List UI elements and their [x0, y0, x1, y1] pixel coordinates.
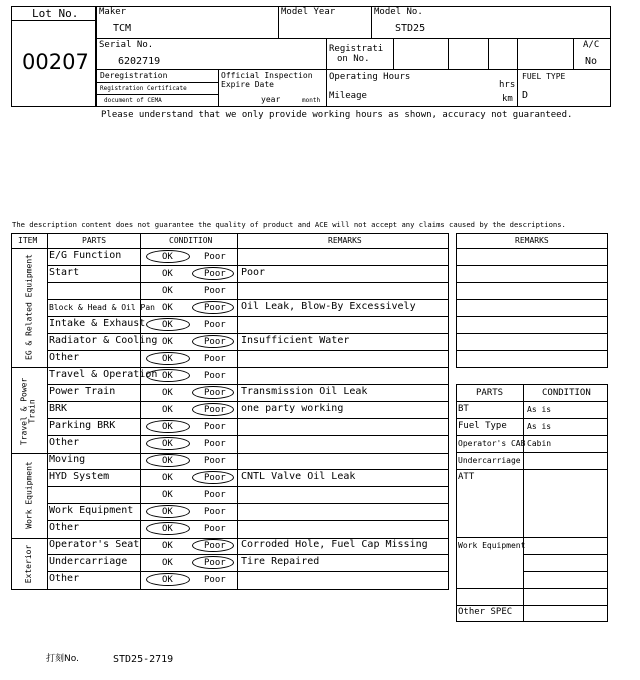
row-part: Block & Head & Oil Pan	[49, 303, 155, 312]
right-condition-label: CONDITION	[542, 388, 591, 398]
row-poor: Poor	[204, 337, 226, 347]
right-remarks-label: REMARKS	[515, 236, 549, 245]
right-row-condition: As is	[527, 405, 552, 414]
poor-circle-mark	[192, 556, 234, 569]
fuel-type-label: FUEL TYPE	[522, 72, 566, 81]
row-remark: Transmission Oil Leak	[241, 386, 368, 397]
mileage-label: Mileage	[329, 91, 367, 101]
row-part: Other	[49, 437, 80, 448]
col-remarks: REMARKS	[328, 236, 362, 245]
right-work-equipment-label: Work Equipment	[458, 541, 526, 550]
right-parts-label: PARTS	[476, 388, 504, 398]
serial-label: Serial No.	[99, 40, 154, 50]
row-ok: OK	[162, 575, 173, 585]
month-label: month	[302, 97, 321, 104]
row-part: Moving	[49, 454, 86, 465]
ok-circle-mark	[146, 437, 190, 450]
row-remark: Poor	[241, 267, 266, 278]
serial-value: 6202719	[118, 56, 161, 67]
row-ok: OK	[162, 558, 173, 568]
group-work-label: Work Equipment	[24, 461, 34, 529]
row-poor: Poor	[204, 388, 226, 398]
row-remark: Tire Repaired	[241, 556, 320, 567]
row-part: BRK	[49, 403, 68, 414]
row-ok: OK	[162, 303, 173, 313]
maker-label: Maker	[99, 7, 127, 17]
row-ok: OK	[162, 473, 173, 483]
row-poor: Poor	[204, 405, 226, 415]
group-work	[15, 453, 43, 538]
lot-no-value: 00207	[22, 50, 89, 74]
row-remark: one party working	[241, 403, 344, 414]
row-poor: Poor	[204, 507, 226, 517]
km-label: km	[502, 94, 513, 104]
row-part: Other	[49, 352, 80, 363]
op-hours-label: Operating Hours	[329, 72, 411, 82]
ok-circle-mark	[146, 352, 190, 365]
poor-circle-mark	[192, 539, 234, 552]
row-part: Other	[49, 522, 80, 533]
poor-circle-mark	[192, 301, 234, 314]
right-row-condition: As is	[527, 422, 552, 431]
row-part: Radiator & Cooling	[49, 335, 158, 346]
row-part: Intake & Exhaust	[49, 318, 146, 329]
row-ok: OK	[162, 422, 173, 432]
disclaimer: The description content does not guarantee the quality of product and ACE will not accept any claims caused by the descriptions.	[12, 220, 566, 229]
inspection-label-2: Expire Date	[221, 80, 274, 89]
row-poor: Poor	[204, 422, 226, 432]
row-part: Work Equipment	[49, 505, 134, 516]
row-poor: Poor	[204, 541, 226, 551]
group-eg	[15, 248, 43, 367]
row-remark: Corroded Hole, Fuel Cap Missing	[241, 539, 428, 550]
row-poor: Poor	[204, 252, 226, 262]
poor-circle-mark	[192, 335, 234, 348]
row-part: Parking BRK	[49, 420, 116, 431]
inspection-label: Official Inspection	[221, 71, 313, 80]
right-row-part: Fuel Type	[458, 421, 507, 431]
right-remarks-box	[456, 233, 608, 368]
right-row-part: ATT	[458, 472, 475, 482]
row-ok: OK	[162, 507, 173, 517]
row-poor: Poor	[204, 354, 226, 364]
row-ok: OK	[162, 388, 173, 398]
stamp-label: 打刻No.	[46, 654, 79, 664]
lot-no-label: Lot No.	[32, 7, 79, 20]
row-part: E/G Function	[49, 250, 122, 261]
ok-circle-mark	[146, 369, 190, 382]
row-part: Start	[49, 267, 80, 278]
row-ok: OK	[162, 439, 173, 449]
hours-notice: Please understand that we only provide working hours as shown, accuracy not guaranteed.	[101, 110, 573, 120]
group-travel	[15, 367, 43, 453]
model-year-label: Model Year	[281, 7, 336, 17]
right-parts-box	[456, 384, 608, 622]
row-poor: Poor	[204, 558, 226, 568]
right-row-part: Operator's CAB	[458, 439, 526, 448]
row-ok: OK	[162, 320, 173, 330]
ok-circle-mark	[146, 454, 190, 467]
row-ok: OK	[162, 354, 173, 364]
col-parts: PARTS	[82, 236, 107, 245]
row-part: Power Train	[49, 386, 116, 397]
fuel-type-value: D	[522, 90, 529, 101]
row-ok: OK	[162, 269, 173, 279]
right-row-part: Undercarriage	[458, 456, 521, 465]
stamp-value: STD25-2719	[113, 654, 174, 665]
maker-value: TCM	[113, 23, 132, 34]
row-poor: Poor	[204, 303, 226, 313]
row-poor: Poor	[204, 473, 226, 483]
model-no-label: Model No.	[374, 7, 423, 17]
dereg-label: Deregistration	[100, 71, 168, 80]
registration-label-2: on No.	[337, 54, 370, 64]
row-part: HYD System	[49, 471, 110, 482]
row-poor: Poor	[204, 286, 226, 296]
group-exterior-label: Exterior	[24, 544, 33, 584]
row-poor: Poor	[204, 456, 226, 466]
row-poor: Poor	[204, 320, 226, 330]
right-row-part: BT	[458, 404, 469, 414]
ok-circle-mark	[146, 505, 190, 518]
row-poor: Poor	[204, 490, 226, 500]
ok-circle-mark	[146, 318, 190, 331]
row-poor: Poor	[204, 269, 226, 279]
row-poor: Poor	[204, 371, 226, 381]
row-ok: OK	[162, 490, 173, 500]
col-condition: CONDITION	[169, 236, 213, 245]
ac-label: A/C	[583, 40, 600, 50]
ac-value: No	[585, 56, 598, 67]
row-part: Other	[49, 573, 80, 584]
row-ok: OK	[162, 286, 173, 296]
row-poor: Poor	[204, 575, 226, 585]
registration-label: Registrati	[329, 44, 384, 54]
doc-cema-label: document of CEMA	[104, 97, 162, 104]
row-ok: OK	[162, 371, 173, 381]
row-part: Undercarriage	[49, 556, 128, 567]
col-item: ITEM	[18, 236, 38, 245]
poor-circle-mark	[192, 403, 234, 416]
right-row-condition: Cabin	[527, 439, 552, 448]
row-remark: Insufficient Water	[241, 335, 350, 346]
row-part: Travel & Operation	[49, 369, 158, 380]
row-ok: OK	[162, 405, 173, 415]
poor-circle-mark	[192, 386, 234, 399]
ok-circle-mark	[146, 250, 190, 263]
row-poor: Poor	[204, 439, 226, 449]
hrs-label: hrs	[499, 80, 516, 90]
row-poor: Poor	[204, 524, 226, 534]
ok-circle-mark	[146, 420, 190, 433]
poor-circle-mark	[192, 267, 234, 280]
row-ok: OK	[162, 337, 173, 347]
row-ok: OK	[162, 456, 173, 466]
row-remark: CNTL Valve Oil Leak	[241, 471, 356, 482]
ok-circle-mark	[146, 573, 190, 586]
ok-circle-mark	[146, 522, 190, 535]
poor-circle-mark	[192, 471, 234, 484]
group-exterior	[15, 538, 43, 590]
row-ok: OK	[162, 524, 173, 534]
group-eg-label: EG & Related Equipment	[24, 254, 34, 360]
row-ok: OK	[162, 252, 173, 262]
year-label: year	[261, 95, 281, 104]
other-spec-label: Other SPEC	[458, 607, 513, 617]
row-part: Operator's Seat	[49, 539, 140, 550]
model-no-value: STD25	[395, 23, 426, 34]
row-remark: Oil Leak, Blow-By Excessively	[241, 301, 416, 312]
row-ok: OK	[162, 541, 173, 551]
group-travel-label: Travel & Power Train	[19, 377, 37, 446]
reg-cert-label: Registration Certificate	[100, 85, 187, 92]
